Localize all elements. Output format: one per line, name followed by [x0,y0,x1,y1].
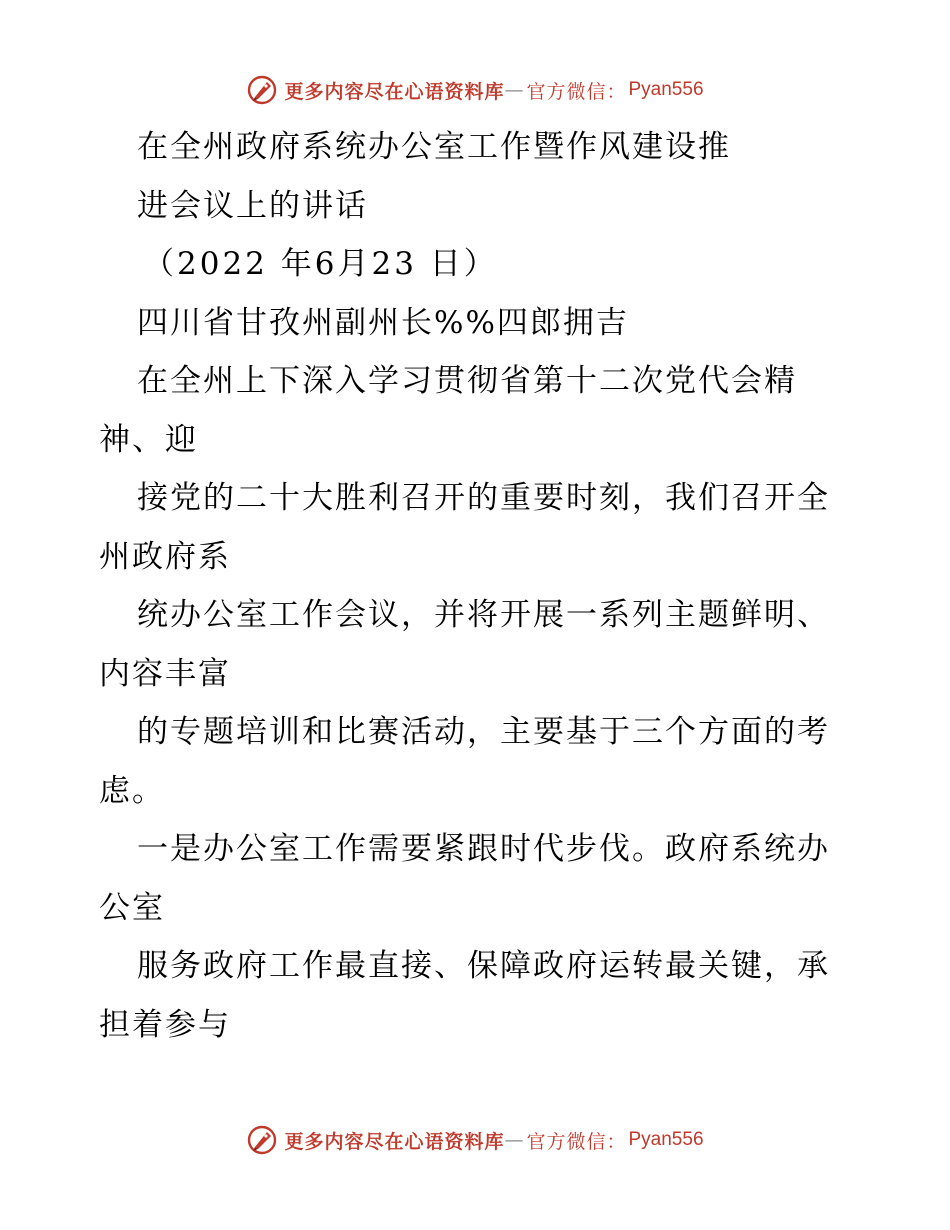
banner-wechat-id: Pyan556 [628,79,704,100]
banner-dash: — [504,79,525,101]
banner-text: 更多内容尽在心语资料库 [284,1130,505,1153]
document-title-line-1: 在全州政府系统办公室工作暨作风建设推 [137,129,731,165]
header-banner [0,70,950,110]
pen-nib-icon [246,74,278,106]
paragraph-line: 一是办公室工作需要紧跟时代步伐。政府系统办 [137,831,830,867]
paragraph-line: 服务政府工作最直接、保障政府运转最关键，承 [137,948,830,984]
paragraph-line: 神、迎 [99,421,198,458]
document-date: （2022 年6月23 日） [143,246,498,282]
paragraph-line: 虑。 [99,772,165,809]
document-speaker: 四川省甘孜州副州长%%四郎拥吉 [137,304,629,341]
document-title-line-2: 进会议上的讲话 [137,187,368,224]
paragraph-line: 担着参与 [99,1006,231,1043]
paragraph-line: 接党的二十大胜利召开的重要时刻，我们召开全 [137,480,830,516]
document-paragraphs [99,352,899,1054]
paragraph-line: 在全州上下深入学习贯彻省第十二次党代会精 [137,363,797,399]
paragraph-line: 的专题培训和比赛活动，主要基于三个方面的考 [137,714,830,750]
paragraph-line: 公室 [99,889,165,926]
banner-dash: — [504,1129,525,1151]
pen-nib-icon [246,1124,278,1156]
paragraph-line: 内容丰富 [99,655,231,692]
paragraph-line: 统办公室工作会议，并将开展一系列主题鲜明、 [137,597,830,633]
footer-banner [0,1120,950,1160]
banner-wechat-label: 官方微信： [526,1130,627,1153]
document-body [99,118,899,1054]
banner-text: 更多内容尽在心语资料库 [284,80,505,103]
banner-wechat-label: 官方微信： [526,80,627,103]
paragraph-line: 州政府系 [99,538,231,575]
banner-wechat-id: Pyan556 [628,1129,704,1150]
